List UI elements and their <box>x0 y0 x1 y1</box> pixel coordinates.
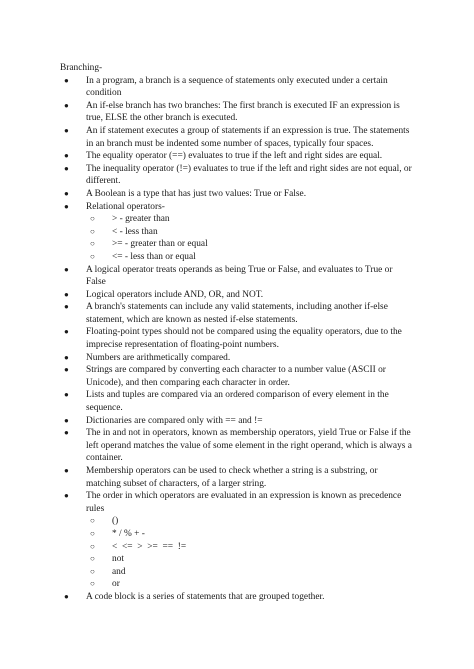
list-item-text: A logical operator treats operands as being True or False, and evaluates to True or False <box>86 264 393 288</box>
list-item-text: In a program, a branch is a sequence of statements only executed under a certain condition <box>86 75 388 99</box>
list-item <box>60 301 414 326</box>
section-heading: Branching- <box>60 63 103 73</box>
bullet-icon: ● <box>64 188 69 198</box>
list-item-text: A code block is a series of statements that are grouped together. <box>86 591 325 602</box>
sub-list-item <box>60 238 414 251</box>
circle-bullet-icon: ○ <box>90 226 95 236</box>
list-item-text: Lists and tuples are compared via an ordered comparison of every element in the sequence. <box>86 390 389 414</box>
sub-list-item <box>60 213 414 226</box>
bullet-icon: ● <box>64 100 69 110</box>
list-item <box>60 490 414 515</box>
list-item <box>60 125 414 150</box>
list-item-text: An if statement executes a group of statements if an expression is true. The statements in an branch must be indented some number of spaces, typically four spaces. <box>86 125 410 149</box>
sub-list-item-text: * / % + - <box>112 528 145 539</box>
circle-bullet-icon: ○ <box>90 214 95 224</box>
list-item <box>60 465 414 490</box>
list-item <box>60 150 414 163</box>
sub-list-item-text: >= - greater than or equal <box>112 239 208 250</box>
list-item-text: Strings are compared by converting each character to a number value (ASCII or Unicode), and then comparing each character in order. <box>86 365 386 388</box>
list-item <box>60 75 414 100</box>
sub-list-item-text: < - less than <box>112 226 158 237</box>
bullet-icon: ● <box>64 151 69 161</box>
circle-bullet-icon: ○ <box>90 579 95 589</box>
precedence-rules-list <box>60 515 414 591</box>
list-item <box>60 188 414 201</box>
bullet-icon: ● <box>64 125 69 135</box>
bullet-icon: ● <box>64 390 69 400</box>
list-item-text: Numbers are arithmetically compared. <box>86 352 231 363</box>
bullet-icon: ● <box>64 327 69 337</box>
bullet-icon: ● <box>64 428 69 438</box>
list-item <box>60 591 414 604</box>
list-item <box>60 163 414 188</box>
circle-bullet-icon: ○ <box>90 239 95 249</box>
bullet-icon: ● <box>64 163 69 173</box>
list-item-text: The equality operator (==) evaluates to true if the left and right sides are equal. <box>86 151 383 162</box>
list-item-text: A branch's statements can include any valid statements, including another if-else statement, which are known as nested if-else statements. <box>86 302 388 325</box>
sub-list-item <box>60 566 414 579</box>
bullet-icon: ● <box>64 466 69 475</box>
sub-list-item-text: not <box>112 554 124 565</box>
sub-list-item-text: or <box>112 579 120 590</box>
circle-bullet-icon: ○ <box>90 528 95 538</box>
list-item-text: Relational operators- <box>86 201 165 212</box>
list-item-text: An if-else branch has two branches: The first branch is executed IF an expression is true, ELSE the other branch is executed. <box>86 100 400 124</box>
list-item-text: Logical operators include AND, OR, and NOT. <box>86 289 264 300</box>
list-item-text: Floating-point types should not be compared using the equality operators, due to the imprecise representation of floating-point numbers. <box>86 327 402 351</box>
bullet-icon: ● <box>64 75 69 85</box>
bullet-icon: ● <box>64 289 69 299</box>
bullet-icon: ● <box>64 415 69 425</box>
circle-bullet-icon: ○ <box>90 541 95 551</box>
list-item-text: Membership operators can be used to check whether a string is a substring, or matching subset of characters, of a larger string. <box>86 466 378 489</box>
bullet-icon: ● <box>64 591 69 601</box>
sub-list-item <box>60 515 414 528</box>
notes-list-continued <box>60 264 414 516</box>
bullet-icon: ● <box>64 352 69 362</box>
list-item <box>60 326 414 351</box>
bullet-icon: ● <box>64 365 69 375</box>
circle-bullet-icon: ○ <box>90 516 95 526</box>
bullet-icon: ● <box>64 264 69 274</box>
notes-list-final <box>60 591 414 604</box>
sub-list-item <box>60 553 414 566</box>
list-item <box>60 415 414 428</box>
sub-list-item <box>60 251 414 264</box>
list-item-text: The order in which operators are evaluated in an expression is known as precedence rules <box>86 491 402 514</box>
list-item <box>60 352 414 365</box>
list-item <box>60 364 414 389</box>
circle-bullet-icon: ○ <box>90 566 95 576</box>
sub-list-item-text: and <box>112 566 126 577</box>
list-item <box>60 100 414 125</box>
sub-list-item-text: () <box>112 516 119 527</box>
sub-list-item <box>60 226 414 239</box>
relational-operators-list <box>60 213 414 263</box>
list-item-text: A Boolean is a type that has just two values: True or False. <box>86 188 307 199</box>
list-item <box>60 389 414 414</box>
circle-bullet-icon: ○ <box>90 554 95 564</box>
sub-list-item-text: < <= > >= == != <box>112 541 187 552</box>
bullet-icon: ● <box>64 491 69 501</box>
sub-list-item <box>60 541 414 554</box>
notes-list <box>60 75 414 214</box>
list-item-text: The inequality operator (!=) evaluates to true if the left and right sides are not equal, or different. <box>86 163 412 187</box>
bullet-icon: ● <box>64 201 69 211</box>
list-item <box>60 264 414 289</box>
list-item <box>60 201 414 214</box>
list-item <box>60 289 414 302</box>
sub-list-item-text: <= - less than or equal <box>112 251 196 262</box>
sub-list-item <box>60 528 414 541</box>
circle-bullet-icon: ○ <box>90 251 95 261</box>
bullet-icon: ● <box>64 302 69 312</box>
list-item-text: The in and not in operators, known as membership operators, yield True or False if the left operand matches the value of some element in the right operand, which is always a container. <box>86 428 412 464</box>
list-item <box>60 427 414 465</box>
sub-list-item-text: > - greater than <box>112 214 170 225</box>
sub-list-item <box>60 578 414 591</box>
list-item-text: Dictionaries are compared only with == and != <box>86 415 263 426</box>
